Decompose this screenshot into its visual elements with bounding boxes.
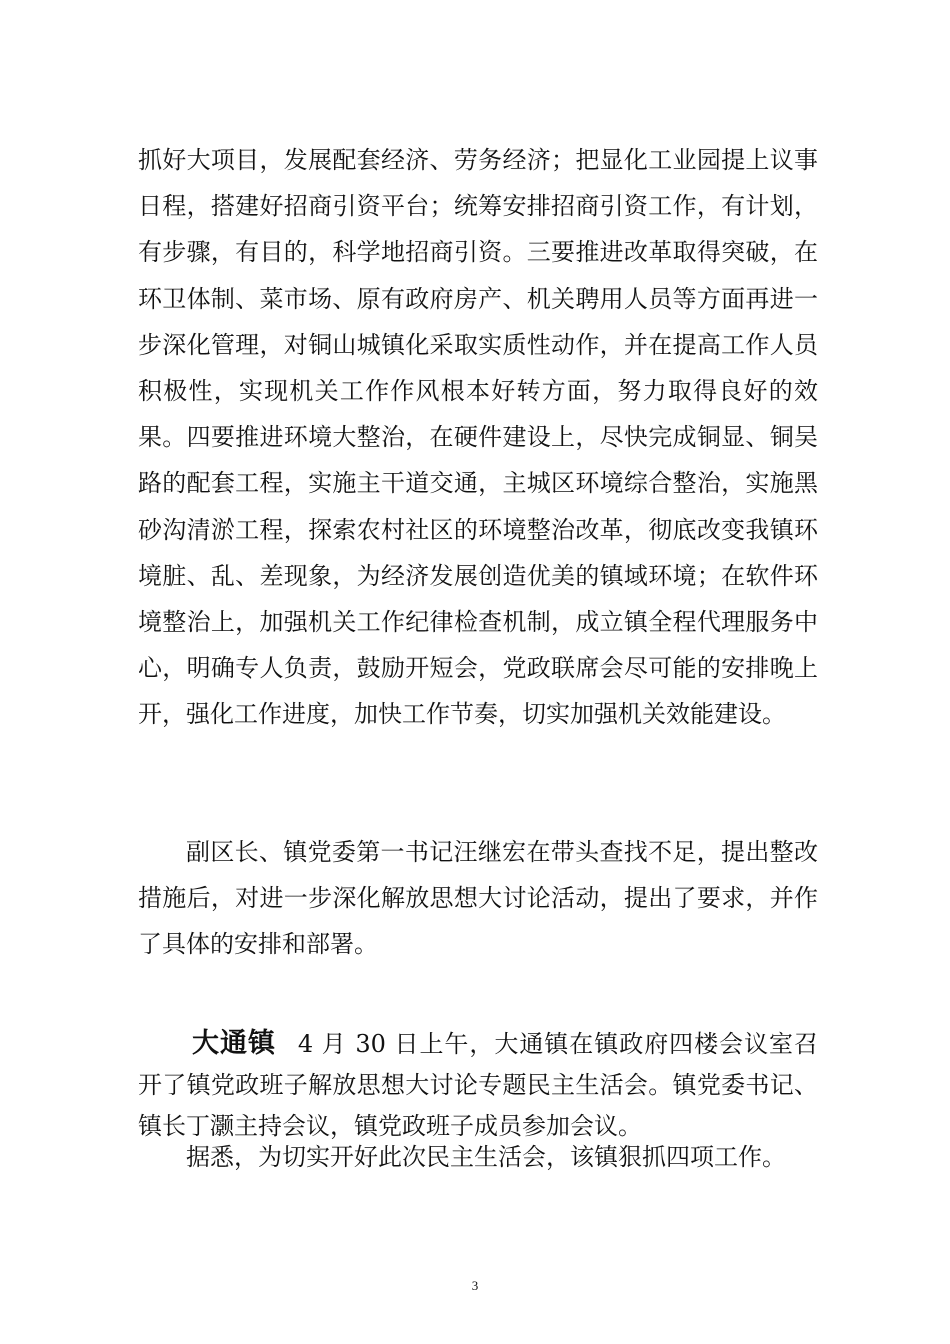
body-paragraph: 据悉，为切实开好此次民主生活会，该镇狠抓四项工作。 <box>186 1143 786 1171</box>
body-paragraph: 副区长、镇党委第一书记汪继宏在带头查找不足，提出整改措施后，对进一步深化解放思想大讨论活动，提出了要求，并作了具体的安排和部署。 <box>138 838 818 959</box>
section-paragraph <box>138 1023 818 1147</box>
page-number: 3 <box>471 1278 479 1293</box>
section-body-text: 4 月 30 日上午，大通镇在镇政府四楼会议室召开了镇党政班子解放思想大讨论专题民主生活会。镇党委书记、镇长丁灏主持会议，镇党政班子成员参加会议。 <box>138 1030 819 1140</box>
body-paragraph: 抓好大项目，发展配套经济、劳务经济；把显化工业园提上议事日程，搭建好招商引资平台；统筹安排招商引资工作，有计划，有步骤，有目的，科学地招商引资。三要推进改革取得突破，在环卫体制、菜市场、原有政府房产、机关聘用人员等方面再进一步深化管理，对铜山城镇化采取实质性动作，并在提高工作人员积极性，实现机关工作作风根本好转方面，努力取得良好的效果。四要推进环境大整治，在硬件建设上，尽快完成铜显、铜吴路的配套工程，实施主干道交通，主城区环境综合整治，实施黑砂沟清淤工程，探索农村社区的环境整治改革，彻底改变我镇环境脏、乱、差现象，为经济发展创造优美的镇域环境；在软件环境整治上，加强机关工作纪律检查机制，成立镇全程代理服务中心，明确专人负责，鼓励开短会，党政联席会尽可能的安排晚上开，强化工作进度，加快工作节奏，切实加强机关效能建设。 <box>138 146 818 729</box>
section-heading: 大通镇 <box>192 1028 276 1059</box>
